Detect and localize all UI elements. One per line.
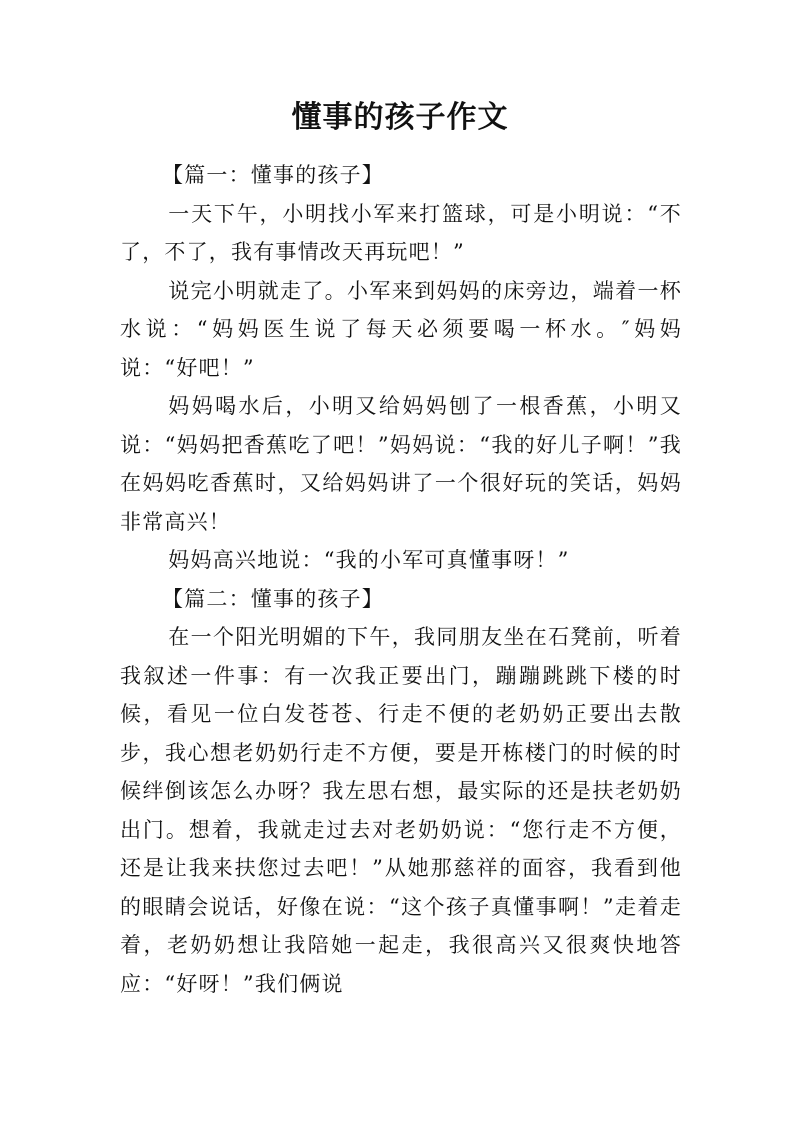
section-heading-2: 【篇二：懂事的孩子】 (162, 586, 384, 611)
section-heading-1: 【篇一：懂事的孩子】 (162, 163, 384, 187)
paragraph: 说完小明就走了。小军来到妈妈的床旁边，端着一杯水说：“妈妈医生说了每天必须要喝一杯水。″妈妈说：“好吧！” (120, 278, 682, 380)
document-title: 懂事的孩子作文 (291, 100, 509, 135)
paragraph: 在一个阳光明媚的下午，我同朋友坐在石凳前，听着我叙述一件事：有一次我正要出门，蹦蹦跳跳下楼的时候，看见一位白发苍苍、行走不便的老奶奶正要出去散步，我心想老奶奶行走不方便，要是开栋楼门的时候的时候绊倒该怎么办呀？我左思右想，最实际的还是扶老奶奶出门。想着，我就走过去对老奶奶说：“您行走不方便，还是让我来扶您过去吧！”从她那慈祥的面容，我看到他的眼睛会说话，好像在说：“这个孩子真懂事啊！”走着走着，老奶奶想让我陪她一起走，我很高兴又很爽快地答应：“好呀！”我们俩说 (120, 625, 682, 996)
paragraph: 妈妈高兴地说：“我的小军可真懂事呀！” (168, 548, 570, 572)
document-body (120, 156, 682, 1003)
paragraph: 妈妈喝水后，小明又给妈妈刨了一根香蕉，小明又说：“妈妈把香蕉吃了吧！”妈妈说：“我的好儿子啊！”我在妈妈吃香蕉时，又给妈妈讲了一个很好玩的笑话，妈妈非常高兴！ (120, 394, 682, 534)
paragraph: 一天下午，小明找小军来打篮球，可是小明说：“不了，不了，我有事情改天再玩吧！” (120, 201, 682, 264)
